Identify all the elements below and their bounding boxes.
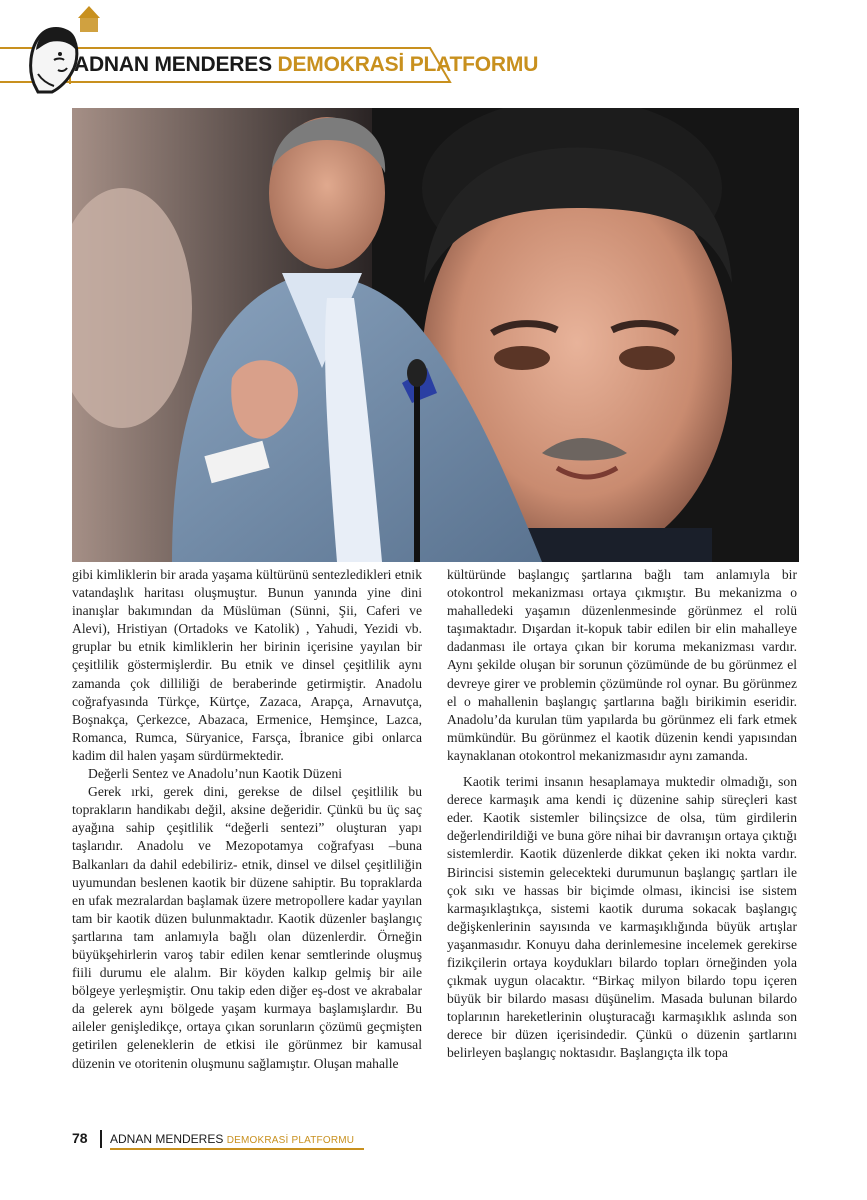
article-right-column [447,566,797,1122]
article-left-column [72,566,422,1122]
page-footer [72,1126,472,1152]
speaker-photo [72,108,799,562]
page-header [0,0,867,100]
footer-brand-secondary: DEMOKRASİ PLATFORMU [226,1135,355,1146]
article-paragraph: Gerek ırki, gerek dini, gerekse de dilsel çeşitlilik bu toprakların handikabı değil, aksine değeridir. Çünkü bu üç saç ayağına sahip çeşitlilik “değerli sentezi” oluşturan yapı taşlarıdır. Anadolu ve Mezopotamya coğrafyası –buna Balkanları da dahil edebiliriz- etnik, dinsel ve dilsel çeşitliliğin uyumundan beslenen kaotik bir düzene sahiptir. Bu topraklarda en ufak mezralardan başlamak üzere metropollere kadar yayılan tam bir kaotik düzen bulunmaktadır. Kaotik düzenler başlangıç şartlarına tam anlamıyla bağlı olan düzenlerdir. Örneğin büyükşehirlerin varoş tabir edilen kenar semtlerinde oluşmuş fiili durumu ele alalım. Bir köyden kalkıp gelmiş bir aile bölgeye yerleşmiştir. Onu takip eden diğer eş-dost ve akrabalar da gelerek aynı bölgede yaşam kurmaya başlamışlardır. Bu aileler genişledikçe, ortaya çıkan sorunların çözümü geçmişten getirilen geleneklerin de etkisi ile görünmez bir kamusal düzenin ve otoritenin oluşmunu sağlamıştır. Oluşan mahalle [72,784,422,1071]
page-number: 78 [72,1130,88,1146]
footer-brand [110,1132,354,1146]
article-paragraph: gibi kimliklerin bir arada yaşama kültürünü sentezledikleri etnik vatandaşlık haritası oluşmuştur. Bunun yanında yine dini inanışlar bakımından da Müslüman (Sünni, Şii, Caferi ve Alevi), Hristiyan (Ortadoks ve Katolik) , Yahudi, Yezidi vb. gruplar bu etnik kimliklerin her birinin içerisine yayılan bir çeşitlilik göstermişlerdir. Bu etnik ve dinsel çeşitlilik aynı zamanda çok dilliliği de beraberinde getirmiştir. Anadolu coğrafyasında Türkçe, Kürtçe, Zazaca, Arapça, Arnavutça, Boşnakça, Çerkezce, Abazaca, Ermenice, Hemşince, Lazca, Romanca, Rumca, Süryanice, Farsça, İbranice gibi onlarca kadim dil halen yaşam sürdürmektedir. [72,567,422,763]
article-photo [72,108,799,562]
footer-underline [110,1148,364,1150]
article-paragraph: kültüründe başlangıç şartlarına bağlı tam anlamıyla bir otokontrol mekanizması ortaya çıkmıştır. Bu mekanizma o mahalledeki yaşamın düzenlenmesinde görünmez el rolü taşımaktadır. Dışardan it-kopuk tabir edilen bir elin mahalleye dadanması ile ortaya çıkan bir koruma mekanizması vardır. Aynı şekilde oluşan bir sorunun çözümünde de bu görünmez el devreye girer ve problemin çözümünde rol oynar. Bu görünmez el o mahallenin başlangıç şartlarına bağlı birikimin eseridir. Anadolu’da kurulan tüm yapılarda bu görünmez eli fark etmek mümkündür. Bu görünmez el kaotik düzenin kendi yapısından kaynaklanan otokontrol mekanizmasıdır aynı zamanda. [447,567,797,763]
footer-divider [100,1130,102,1148]
header-title-secondary: DEMOKRASİ PLATFORMU [277,53,539,76]
header-title [74,48,539,82]
article-paragraph: Kaotik terimi insanın hesaplamaya muktedir olmadığı, son derece karmaşık ama kendi iç düzenine sahip süreçleri kast eder. Kaotik sistemler bilinçsizce de olsa, tüm girdilerin değerlendirildiği ve buna göre nihai bir davranışın ortaya çıktığı sistemlerdir. Kaotik düzenlerde dikkat çeken iki nokta vardır. Birincisi sistemin gelecekteki durumunun başlangıç şartları ile çok sıkı ve hassas bir biçimde olması, ikincisi ise sistem karmaşıklaştıkça, sistemi kaotik duruma sokacak başlangıç değişkenlerinin sayısında ve karmaşıklığında büyük artışlar yaşanmasıdır. Konuyu daha derinlemesine incelemek gerekirse fizikçilerin ortaya koydukları bilardo topları örneğinden yola çıkmak uygun olacaktır. “Birkaç milyon bilardo topu içeren büyük bir bilardo masası düşünelim. Masada bulunan bilardo toplarının hareketlerinin oluşturacağı karmaşıklık aslında son derece bir düzen içerisindedir. Çünkü o düzenin şartlarını belirleyen başlangıç noktasıdır. Başlangıçta ilk topa [447,774,797,1061]
header-title-primary: ADNAN MENDERES [74,53,272,76]
footer-brand-primary: ADNAN MENDERES [110,1132,224,1146]
article-subheading: Değerli Sentez ve Anadolu’nun Kaotik Düzeni [88,766,343,782]
